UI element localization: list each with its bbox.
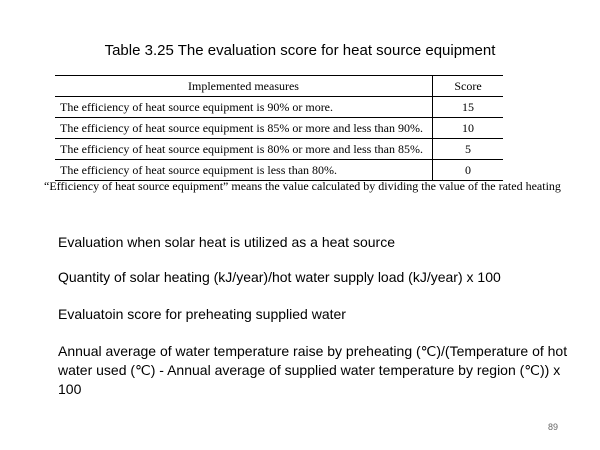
table-header-row [55, 76, 503, 97]
evaluation-table [55, 75, 503, 181]
score-cell: 5 [433, 139, 504, 160]
header-implemented-measures: Implemented measures [55, 76, 433, 97]
score-cell: 10 [433, 118, 504, 139]
solar-heating-formula: Quantity of solar heating (kJ/year)/hot water supply load (kJ/year) x 100 [58, 269, 501, 285]
score-cell: 15 [433, 97, 504, 118]
table-row [55, 139, 503, 160]
measure-cell: The efficiency of heat source equipment is less than 80%. [55, 160, 433, 181]
table-row [55, 160, 503, 181]
solar-heat-evaluation-heading: Evaluation when solar heat is utilized as a heat source [58, 234, 395, 250]
score-cell: 0 [433, 160, 504, 181]
preheating-score-heading: Evaluatoin score for preheating supplied water [58, 306, 346, 322]
measure-cell: The efficiency of heat source equipment is 90% or more. [55, 97, 433, 118]
table-title: Table 3.25 The evaluation score for heat source equipment [104, 42, 496, 59]
header-score: Score [433, 76, 504, 97]
evaluation-table-container [55, 75, 503, 181]
table-row [55, 97, 503, 118]
preheating-formula: Annual average of water temperature raise by preheating (℃)/(Temperature of hot water used (℃) - Annual average of supplied water temperature by region (℃)) x 100 [58, 343, 568, 397]
table-row [55, 118, 503, 139]
page-number: 89 [548, 422, 559, 432]
table-footnote: “Efficiency of heat source equipment” means the value calculated by dividing the value of the rated heating [44, 179, 561, 193]
measure-cell: The efficiency of heat source equipment is 80% or more and less than 85%. [55, 139, 433, 160]
measure-cell: The efficiency of heat source equipment is 85% or more and less than 90%. [55, 118, 433, 139]
